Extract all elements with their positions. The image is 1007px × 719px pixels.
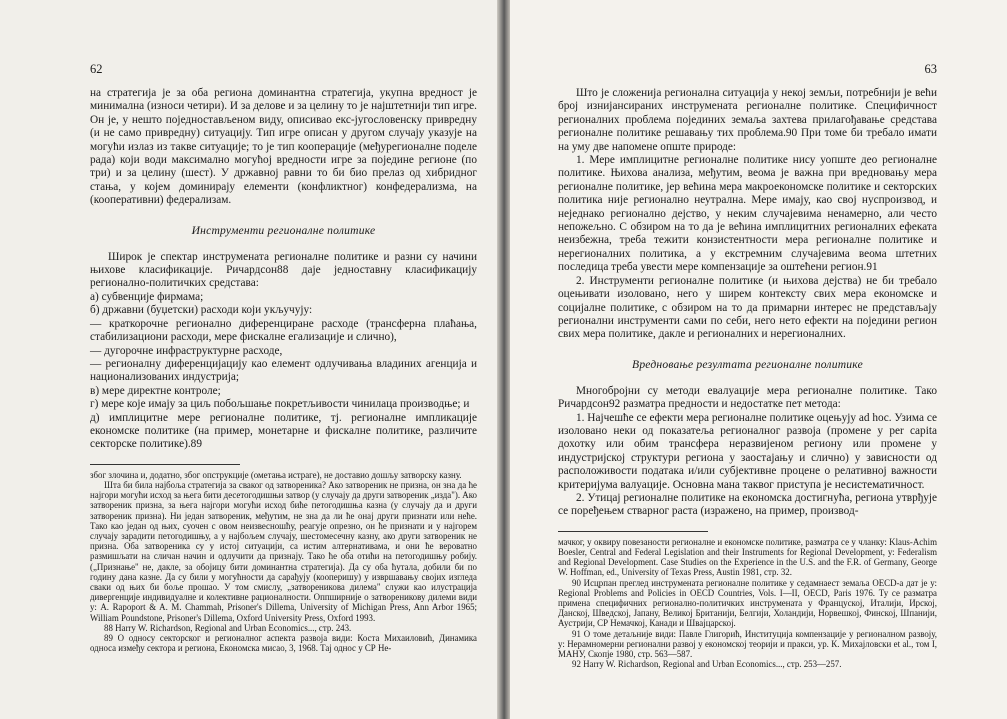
right-paragraph-1: Што је сложенија регионална ситуација у некој земљи, потребнији је већи број изнијансираних инструмената регионалне политике. Специфичност регионалних проблема појединих земаља захтева прилагођавање средстава регионалне политике решавању тих проблема.90 При томе би требало имати на уму две напомене опште природе: <box>558 87 937 153</box>
right-paragraph-4: Многобројни су методи евалуације мера регионалне политике. Тако Ричардсон92 разматра предности и недостатке пет метода: <box>558 384 937 411</box>
instrument-list <box>90 291 477 452</box>
right-page <box>510 0 1007 719</box>
list-item: а) субвенције фирмама; <box>90 290 204 303</box>
section-heading-evaluation: Вредновање резултата регионалне политике <box>632 357 863 371</box>
book-gutter <box>497 0 510 719</box>
left-main-text <box>90 87 477 452</box>
page-number-right: 63 <box>924 62 937 76</box>
list-item: — регионалну диференцијацију као елемент одлучивања владиних агенција и национализованих индустрија; <box>90 357 477 384</box>
footnote: 91 О томе детаљније види: Павле Глигорић, Институција компензације у регионалном развоју, у: Нерамномерни регионални развој у економској теорији и пракси, ур. К. Михајловски et al., том I, МАНУ, Скопје 1980, стр. 563—587. <box>558 628 937 660</box>
footnote: 92 Harry W. Richardson, Regional and Urban Economics..., стр. 253—257. <box>572 659 842 670</box>
footnote: 89 О односу секторског и регионалног аспекта развоја види: Коста Михаиловић, Динамика односа између сектора и региона, Економска мисао, 3, 1968. Тај однос у СР Не- <box>90 633 477 654</box>
footnote: мачког, у оквиру повезаности регионалне и економске политике, разматра се у чланку: Klaus-Achim Boesler, Central and Federal Legislation and their Instruments for Regional Development, у: Federalism and Regional Development. Case Studies on the Experience in the U.S. and the F.R. of Germany, George W. Hoffman, ed., University of Texas Press, Austin 1981, стр. 32. <box>558 536 937 578</box>
page-number-left: 62 <box>90 62 103 76</box>
right-main-text <box>558 87 937 519</box>
list-item: г) мере које имају за циљ побољшање покретљивости чинилаца производње; и <box>90 398 470 411</box>
right-paragraph-6: 2. Утицај регионалне политике на економска достигнућа, региона утврђује се поређењем стварног раста (изражено, на пример, производ- <box>558 491 937 518</box>
footnote: због злочина и, додатно, због опструкције (ометања истраге), не доставио дошљу затворску казну. <box>90 469 462 480</box>
footnote: Шта би била најбоља стратегија за сваког од затвореника? Ако затвореник не призна, он зна да ће најгори могући исход за њега бити десетогодишњи затвор (у случају да други затвореник „издa"). Ако затвореник призна, за њега најгори могући исход биће петогодишња казна (у случају да и други затвореник призна). Ни један затвореник, међутим, не зна да ли ће онај други признати или неће. Тако као један од њих, суочен с овом неизвесношћу, реагује опрезно, он ће признати и у најгорем случају зарадити петогодишњу, а у најбољем случају, шестомесечну казну, ако други затвореник не призна. Оба затвореника су у истој ситуацији, са истим алтернативама, и они ће вероватно размишљати на сличан начин и одлучити да признају. Тако ће оба отићи на петогодишњу робију. („Признање" не, дакле, за обојицу бити доминантна стратегија). Да су оба ћутала, добили би по годину дана казне. Да су били у могућности да сарађују (кооперишу) у извршавању својих изгледа сваки од њих би боље прошао. У том смислу, „затвореникова дилема" служи као илустрација дивергенције индивидуалне и колективне рационалности. Оппширније о затвореникову дилеми види у: A. Rapoport & A. M. Chammah, Prisoner's Dillema, University of Michigan Press, Ann Arbor 1965; William Poundstone, Prisoner's Dillema, Oxford University Press, Oxford 1993. <box>90 479 477 623</box>
list-item: в) мере директне контроле; <box>90 384 221 397</box>
footnote: 88 Harry W. Richardson, Regional and Urban Economics..., стр. 243. <box>104 622 352 633</box>
list-item: — дугорочне инфраструктурне расходе, <box>90 344 283 357</box>
list-item: б) државни (буџетски) расходи који укључују: <box>90 304 313 317</box>
right-footnotes <box>558 537 937 670</box>
left-paragraph-2: Широк је спектар инструмената регионалне политике и разни су начини њихове класификације. Ричардсон88 даје једноставну класификацију регионално-политичких средстава: <box>90 250 477 290</box>
left-page <box>0 0 497 719</box>
section-heading-instruments: Инструменти регионалне политике <box>191 223 376 237</box>
right-paragraph-3: 2. Инструменти регионалне политике (и њихова дејства) не би требало оцењивати изоловано, него у ширем контексту свих мера економске и социјалне политике, с обзиром на то да примарни интерес не представљају регионални инструменти сами по себи, него нето ефекти на поједини регион свих мера политике, дакле и регионалних и нерегионалних. <box>558 274 937 341</box>
left-footnotes <box>90 470 477 654</box>
left-paragraph-1: на стратегија је за оба региона доминантна стратегија, укупна вредност је минимална (износи четири). И за делове и за целину то је најштетнији тип игре. Он је, у нешто поједностављеном виду, описивао екс-југословенску привредну (и не само привредну) ситуацију. Тип игре описан у другом случају указује на могући излаз из такве ситуације; то је тип кооперације (међурегионалне поделе рада) који води максимално могућој вредности игре за поједине регионе (по три) и за целину (шест). У државној равни то би био прелаз од хибридног стања, у којем доминирају елементи (конфликтног) конфедерализма, на (кооперативни) федерализам. <box>90 87 477 207</box>
list-item: д) имплицитне мере регионалне политике, тј. регионалне импликације економске политике (на пример, монетарне и фискалне политике, различите секторске политике).89 <box>90 411 477 451</box>
footnote-divider <box>558 531 708 532</box>
list-item: — краткорочне регионално диференциране расходе (трансферна плаћања, стабилизациони расходи, мере фискалне егализације и слично), <box>90 317 477 344</box>
right-paragraph-5: 1. Најчешће се ефекти мера регионалне политике оцењују ad hoc. Узима се изоловано неки од показатеља регионалног развоја (промене у per capita дохотку или обим трансфера неразвијеном региону или промене у индустријској структури региона у заостајању и слично) у зависности од расположивости података и/или субјективне процене о релативној важности критеријума валуације. Основна мана таквог приступа је несистематичност. <box>558 411 937 491</box>
footnote-divider <box>90 464 240 465</box>
right-paragraph-2: 1. Мере имплицитне регионалне политике нису уопште део регионалне политике. Њихова анализа, међутим, веома је важна при вредновању мера регионалне политике, јер већина мера макроекономске политике и секторских политика није регионално неутрална. Мере имају, као свој нуспроизвод, и неједнако регионално дејство, у неким случајевима ненамерно, али често непожељно. С обзиром на то да је већина имплицитних регионалних ефеката неизбежна, треба тежити конзистентности мера регионалне политике и нерегионалних политика, а у екстремним случајевима веома штетних последица треба увести мере компензације за оштећени регион.91 <box>558 154 937 274</box>
footnote: 90 Исцрпан преглед инструмената регионалне политике у седамнаест земаља OECD-а дат је у: Regional Problems and Policies in OECD Countries, Vols. I—II, OECD, Paris 1976. Ту се разматра примена специфичних регионално-политичких инструмената у Француској, Италији, Ирској, Данској, Шведској, Јапану, Великој Британији, Белгији, Холандији, Норвешкој, Финској, Шпанији, Аустрији, СР Немачкој, Канади и Швајцарској. <box>558 577 937 629</box>
